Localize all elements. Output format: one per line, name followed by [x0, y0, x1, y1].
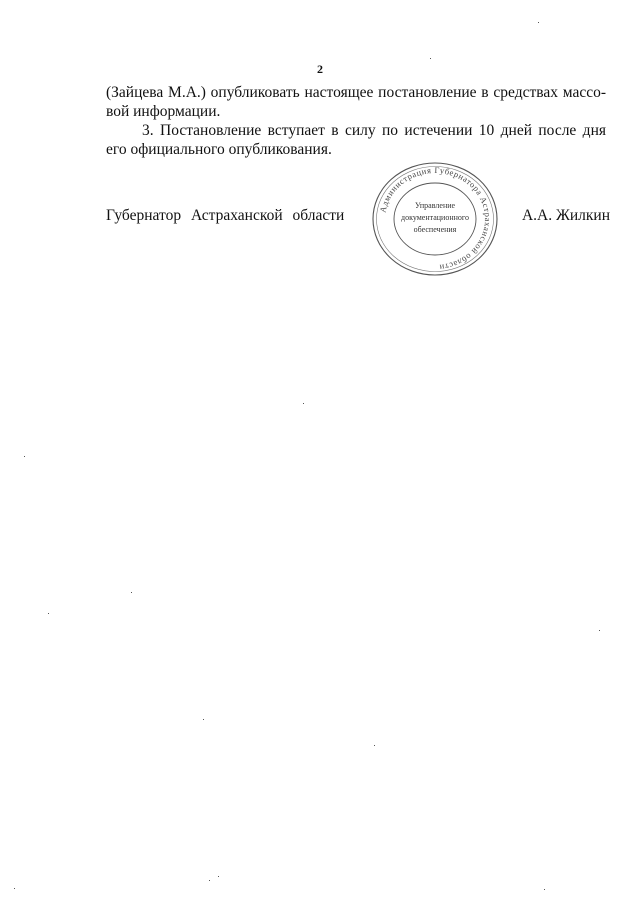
scan-speck [538, 22, 539, 23]
stamp-inner-line: обеспечения [413, 225, 457, 234]
page-number: 2 [317, 62, 323, 76]
scan-speck [24, 456, 25, 457]
scan-speck [48, 613, 49, 614]
scan-speck [203, 719, 204, 720]
paragraph-publication [106, 83, 606, 121]
text-line: 3. Постановление вступает в силу по истечении 10 дней после дня [142, 122, 606, 139]
scan-speck [430, 58, 431, 59]
scan-speck [131, 592, 132, 593]
stamp-inner-line: Управление [414, 201, 456, 210]
signatory-name: А.А. Жилкин [521, 207, 610, 224]
scan-speck [303, 403, 304, 404]
stamp-graphic [369, 160, 501, 278]
scan-speck [209, 880, 210, 881]
scan-speck [599, 630, 600, 631]
scan-speck [374, 745, 375, 746]
text-line: вой информации. [106, 103, 221, 120]
scan-speck [544, 889, 545, 890]
signature-position-title: Губернатор Астраханской области [106, 207, 345, 224]
scan-speck [14, 888, 15, 889]
text-line: его официального опубликования. [106, 141, 332, 158]
official-stamp [369, 160, 501, 278]
scan-speck [218, 876, 219, 877]
text-line: (Зайцева М.А.) опубликовать настоящее постановление в средствах массо- [106, 84, 606, 101]
paragraph-effective-date [106, 121, 606, 159]
stamp-ring-text: Администрация Губернатора Астраханской области [377, 164, 494, 273]
stamp-inner-line: документационного [401, 213, 469, 222]
